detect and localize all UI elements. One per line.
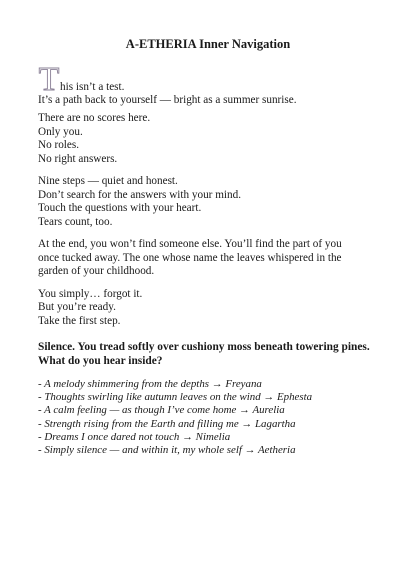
paragraph-line: You simply… forgot it.: [38, 287, 143, 300]
question-heading: Silence. You tread softly over cushiony moss beneath towering pines. What do you hear inside?: [38, 341, 370, 367]
paragraph-line: garden of your childhood.: [38, 265, 155, 277]
paragraph-line: Touch the questions with your heart.: [38, 202, 202, 214]
paragraph-line: Don’t search for the answers with your mind.: [38, 188, 241, 201]
paragraph-line: Only you.: [38, 125, 83, 138]
answer-option-aetheria: - Simply silence — and within it, my whole self → Aetheria: [38, 444, 296, 457]
paragraph-line: Take the first step.: [38, 314, 121, 327]
paragraph-line: No roles.: [38, 139, 80, 151]
paragraph-line: Nine steps — quiet and honest.: [38, 175, 178, 187]
paragraph-line: No right answers.: [38, 152, 118, 165]
paragraph-nine-steps: [38, 175, 378, 229]
paragraph-line: At the end, you won’t find someone else. You’ll find the part of you: [38, 238, 342, 250]
answer-options-list: [38, 378, 378, 457]
paragraph-first-step: [38, 288, 378, 329]
paragraph-line: Tears count, too.: [38, 215, 113, 228]
intro-second-line: It’s a path back to yourself — bright as a summer sunrise.: [38, 94, 297, 106]
answer-option-aurelia: - A calm feeling — as though I’ve come home → Aurelia: [38, 404, 285, 417]
paragraph-no-scores: [38, 112, 378, 166]
document-page: [38, 36, 378, 457]
paragraph-line: once tucked away. The one whose name the leaves whispered in the: [38, 251, 342, 264]
answer-option-lagartha: - Strength rising from the Earth and filling me → Lagartha: [38, 417, 296, 430]
answer-option-nimelia: - Dreams I once dared not touch → Nimelia: [38, 430, 231, 443]
paragraph-line: But you’re ready.: [38, 301, 116, 313]
dropcap-text: T: [38, 62, 60, 94]
intro-first-line: his isn’t a test.: [60, 81, 125, 93]
intro-block: [38, 62, 378, 104]
paragraph-line: There are no scores here.: [38, 112, 151, 124]
paragraph-at-the-end: [38, 238, 378, 279]
answer-option-freyana: - A melody shimmering from the depths → Freyana: [38, 378, 262, 390]
answer-option-ephesta: - Thoughts swirling like autumn leaves on the wind → Ephesta: [38, 391, 313, 404]
document-title: A-ETHERIA Inner Navigation: [125, 37, 291, 51]
dropcap-t-icon: [38, 62, 60, 94]
dropcap-letter: [38, 62, 60, 94]
